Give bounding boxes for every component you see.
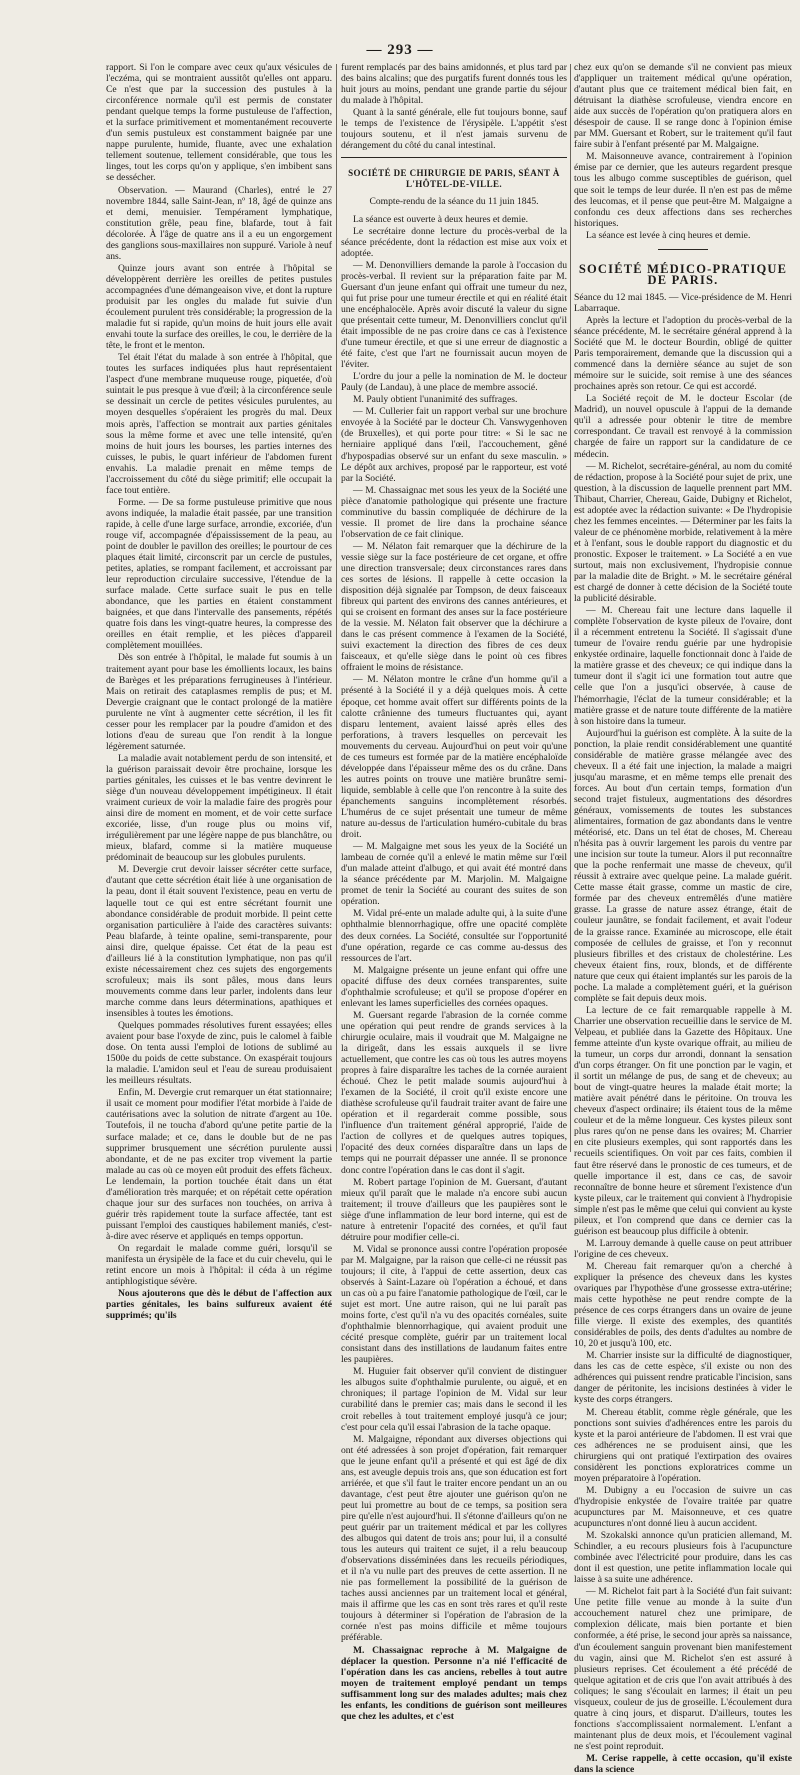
paragraph: — M. Chassaignac met sous les yeux de la Société une pièce d'anatomie pathologique qui présente une fracture comminutive du bassin compliquée de déchirure de la vessie. Il promet de lire dans la prochaine séance l'observation de ce fait clinique. (341, 484, 567, 540)
paragraph: Aujourd'hui la guérison est complète. À la suite de la ponction, la plaie rendit considérablement une quantité considérable de matière grasse mélangée avec des cheveux. Il a été fait une injection, la malade a maigri jusqu'au marasme, et en même temps elle prenait des forces. Au bout d'un certain temps, formation d'un second trajet fistuleux, augmentations des désordres généraux, vomissements de toutes les substances alimentaires, formation de gaz abondants dans le ventre météorisé, etc. Dans un tel état de choses, M. Chereau n'hésita pas à ouvrir largement les parois du ventre par une incision sur toute la tumeur. Alors il put reconnaître que la poche renfermait une masse de cheveux, qu'il réussit à extraire avec quelque peine. La malade guérit. Cette masse était grasse, comme un mastic de cire, formée par des cheveux entremêlés d'une matière grasse. La grasse de nature assez étrange, était de couleur jaunâtre, se fondait facilement, et avait l'odeur de la graisse rance. Examinée au microscope, elle était composée de cellules de graisse, et l'on y reconnut plusieurs fibrilles et des cristaux de cholestérine. Les cheveux étaient fins, roux, blonds, et de différente nature que ceux qui étaient implantés sur les parois de la poche. La malade a complètement guéri, et la guérison complète se fait depuis deux mois. (574, 727, 792, 1004)
paragraph: L'ordre du jour a pelle la nomination de M. le docteur Pauly (de Landau), à une place de membre associé. (341, 371, 567, 394)
paragraph: — M. Chereau fait une lecture dans laquelle il complète l'observation de kyste pileux de l'ovaire, dont il a récemment entretenu la Société. Il s'agissait d'une tumeur de l'ovaire rendu guérie par une hydropisie enkystée ordinaire, laquelle fonctionnait donc à l'aide de la matière grasse et des cheveux; ce qui indique dans la tumeur dont il s'agit ici une formation tout autre que celle que l'on a jusqu'ici observée, à cause de l'hémorrhagie, l'éclat de la tumeur considérable; et la matière grasse et de nature toute différente de la matière à son histoire dans la tumeur. (574, 605, 792, 727)
paragraph: M. Robert partage l'opinion de M. Guersant, d'autant mieux qu'il paraît que le malade n'a encore subi aucun traitement; il trouve d'ailleurs que les paupières sont le siège d'une inflammation de leur bord interne, qui est de nature à entretenir l'opacité des cornées, et qu'il faut détruire pour modifier celle-ci. (341, 1176, 567, 1243)
paragraph: chez eux qu'on se demande s'il ne convient pas mieux d'appliquer un traitement médical qu'une opération, d'autant plus que ce traitement médical bien fait, en détruisant la diathèse scrofuleuse, viendra encore en aide aux succès de l'opération qu'on pratiquera alors en désespoir de cause. Il se range donc à l'opinion émise par MM. Guersant et Robert, sur le traitement qu'il faut faire subir à l'enfant présenté par M. Malgaigne. (574, 62, 792, 151)
paragraph: La Société reçoit de M. le docteur Escolar (de Madrid), un nouvel opuscule à l'appui de la demande qu'il a adressée pour obtenir le titre de membre correspondant. Ce travail est renvoyé à la commission chargée de faire un rapport sur la candidature de ce médecin. (574, 393, 792, 460)
paragraph: Enfin, M. Devergie crut remarquer un état stationnaire; il usait ce moment pour modifier l'état morbide à l'aide de cautérisations avec la solution de nitrate d'argent au 10e. Toutefois, il ne toucha d'abord qu'une petite partie de la surface malade; et ce, dans le double but de ne pas supprimer brusquement une sécrétion purulente aussi abondante, et de ne pas exciter trop vivement la partie malade au cas où ce moyen eût produit des effets fâcheux. Le lendemain, la portion touchée était dans un état d'amélioration très marquée; et on répétait cette opération chaque jour sur des surfaces non touchées, on arriva à guérir très rapidement toute la surface affectée, tant est puissant l'emploi des caustiques habilement maniés, c'est-à-dire avec réserve et appliqués en temps opportun. (106, 1087, 332, 1242)
paragraph: Tel était l'état du malade à son entrée à l'hôpital, que toutes les surfaces indiquées plus haut représentaient l'aspect d'une membrane muqueuse rouge, piquetée, d'où suintait le pus presque à vue d'œil; à la circonférence seule se dessinait un cercle de petites vésicules purulentes, au moyen desquelles s'opéraient les progrès du mal. Deux mois après, l'affection se montrait aux parties génitales sous la même forme et avec une telle intensité, qu'en moins de huit jours les bourses, les parties internes des cuisses, le pubis, le quart inférieur de l'abdomen furent envahis. La maladie prenait en même temps de l'accroissement du côté du siège primitif; elle occupait la face tout entière. (106, 352, 332, 496)
paragraph: M. Szokalski annonce qu'un praticien allemand, M. Schindler, a eu recours plusieurs fois à l'acupuncture combinée avec l'électricité pour produire, dans les cas dont il est question, une petite inflammation locale qui laisse à sa suite une adhérence. (574, 1530, 792, 1586)
paragraph: M. Maisonneuve avance, contrairement à l'opinion émise par ce dernier, que les auteurs regardent presque tous les albugo comme susceptibles de guérison, quel que soit le temps de leur durée. Il n'en est pas de même des leucomas, et il pense que peut-être M. Malgaigne a confondu ces deux affections dans ses recherches historiques. (574, 151, 792, 229)
paragraph: Quant à la santé générale, elle fut toujours bonne, sauf le temps de l'existence de l'érysipèle. L'appétit s'est toujours soutenu, et il n'est jamais survenu de dérangement du côté du canal intestinal. (341, 107, 567, 152)
paragraph: M. Vidal pré-ente un malade adulte qui, à la suite d'une ophthalmie blennorrhagique, offre une opacité complète des deux cornées. La Société, consultée sur l'opportunité d'une opération, regarde ce cas comme au-dessus des ressources de l'art. (341, 908, 567, 964)
paragraph: M. Chereau fait remarquer qu'on a cherché à expliquer la présence des cheveux dans les kystes ovariques par l'hypothèse d'une grossesse extra-utérine; mais cette hypothèse ne peut rendre compte de la présence de ces corps étrangers dans un ovaire de jeune fille vierge. Il existe des exemples, des quantités considérables de poils, des dents d'adultes au nombre de 10, 20 et jusqu'à 100, etc. (574, 1260, 792, 1350)
paragraph: furent remplacés par des bains amidonnés, et plus tard par des bains alcalins; que des purgatifs furent donnés tous les huit jours au moins, pendant une grande partie du séjour du malade à l'hôpital. (341, 62, 567, 107)
paragraph: M. Larrouy demande à quelle cause on peut attribuer l'origine de ces cheveux. (574, 1237, 792, 1260)
paragraph: On regardait le malade comme guéri, lorsqu'il se manifesta un érysipèle de la face et du cuir chevelu, qui le retint encore un mois à l'hôpital: il céda à un régime antiphlogistique sévère. (106, 1242, 332, 1288)
paragraph: La séance est ouverte à deux heures et demie. (353, 213, 529, 225)
paragraph: rapport. Si l'on le compare avec ceux qu'aux vésicules de l'eczéma, qui se montraient aussitôt qu'elles ont apparu. Ce n'est que par la succession des pustules à la circonférence normale qu'il est permis de constater pendant quelque temps la forme pustuleuse de l'affection, et la surface primitivement et momentanément recouverte d'un semis pustuleux est constamment baignée par une nappe purulente, humide, fluante, avec une exhalation tellement soutenue, tellement considérable, que tous les linges, tout les corps qu'on y applique, s'en imbibent sans se dessécher. (106, 62, 332, 184)
paragraph: — M. Nélaton fait remarquer que la déchirure de la vessie siège sur la face postérieure de cet organe, et offre une direction transversale; deux circonstances rares dans ces sortes de lésions. Il rappelle à cette occasion la disposition déjà signalée par Tompson, de deux faisceaux fibreux qui partent des environs des cannes antérieures, et qui se croisent en formant des anses sur la face postérieure de la vessie. M. Nélaton fait observer que la déchirure a dans le cas présent commence à l'examen de la Société, suivi exactement la direction des fibres de ces deux faisceaux, et qu'elle siège dans le point où ces fibres offraient le moins de résistance. (341, 540, 567, 674)
paragraph: Observation. — Maurand (Charles), entré le 27 novembre 1844, salle Saint-Jean, nº 18, âgé de quinze ans et demi, menuisier. Tempérament lymphatique, constitution grêle, peau fine, blafarde, tout à fait décolorée. À l'âge de quatre ans il a eu un engorgement des ganglions sous-maxillaires non suppuré. Variole à neuf ans. (106, 184, 332, 262)
column-3 (574, 62, 792, 1775)
paragraph: M. Chereau établit, comme règle générale, que les ponctions sont suivies d'adhérences entre les parois du kyste et la paroi antérieure de l'abdomen. Il est vrai que ces adhérences ne se produisent ainsi, que les chirurgiens qui ont pratiqué l'extirpation des ovaires considèrent les ponctions exploratrices comme un moyen préparatoire à l'opération. (574, 1406, 792, 1484)
column-rule-left (336, 64, 337, 1152)
paragraph: La maladie avait notablement perdu de son intensité, et la guérison paraissait devoir être prochaine, lorsque les parties génitales, les cuisses et le bas ventre devinrent le siège d'un nouveau développement impétigineux. Il était vraiment curieux de voir la maladie faire des progrès pour ainsi dire de moment en moment, et de voir cette surface excoriée, lisse, d'un rouge plus ou moins vif, irrégulièrement par une légère nappe de pus blanchâtre, ou mieux, blafard, comme si la matière muqueuse prédominait de beaucoup sur les globules purulents. (106, 752, 332, 864)
paragraph: M. Huguier fait observer qu'il convient de distinguer les albugos suite d'ophthalmie purulente, ou aiguë, et en chroniques; il partage l'opinion de M. Vidal sur leur curabilité dans le premier cas; mais dans le second il les croit rebelles à tout traitement employé jusqu'à ce jour; c'est pour cela qu'il essai l'abrasion de la tache opaque. (341, 1366, 567, 1433)
paragraph: M. Malgaigne, répondant aux diverses objections qui ont été adressées à son projet d'opération, fait remarquer que le jeune enfant qu'il a présenté et qui est âgé de dix ans, est aveugle depuis trois ans, que son éducation est fort arriérée, et que s'il faut le traiter encore pendant un an ou davantage, c'est peut être ajouter une guérison qu'on ne peut lui promettre au bout de ce temps, sa position sera pire qu'elle n'est aujourd'hui. Il s'étonne d'ailleurs qu'on ne peut guérir par un traitement médical et par les collyres des albugos qui datent de trois ans; pour lui, il a consulté tous les auteurs qui traitent ce sujet, il a relu beaucoup d'observations disséminées dans les recueils périodiques, et il n'a vu nulle part des preuves de cette assertion. Il ne nie pas formellement la possibilité de la guérison de taches aussi anciennes par un traitement local et général, mais il affirme que les cas en sont très rares et qu'il reste toujours à déterminer si l'opération de l'abrasion de la cornée n'est pas moins difficile et même toujours préférable. (341, 1433, 567, 1644)
paragraph: La lecture de ce fait remarquable rappelle à M. Charrier une observation recueillie dans le service de M. Velpeau, et publiée dans la Gazette des Hôpitaux. Une femme atteinte d'un kyste ovarique offrait, au milieu de la tumeur, un corps dur arrondi, donnant la sensation d'un corps étranger. On fit une ponction par le vagin, et il sortit un mélange de pus, de sang et de cheveux; au bout de vingt-quatre heures la malade était morte; la matière avait pénétré dans le péritoine. On trouva les cheveux d'aspect ordinaire; ils étaient tous de la même couleur et de la même longueur. Ces kystes pileux sont plus rares qu'on ne pense dans les ovaires; M. Charrier en cite plusieurs exemples, qui sont rapportés dans les recueils scientifiques. On voit par ces faits, combien il faut être réservé dans le pronostic de ces tumeurs, et de quelle importance il est, dans ce cas, de savoir reconnaître de bonne heure et sûrement l'existence d'un kyste pileux, car le traitement qui convient à l'hydropisie simple n'est pas le même que celui qui convient au kyste pileux, et l'on comprend que dans ce dernier cas la guérison est beaucoup plus difficile à obtenir. (574, 1004, 792, 1237)
paragraph: Nous ajouterons que dès le début de l'affection aux parties génitales, les bains sulfureux avaient été supprimés; qu'ils (106, 1288, 332, 1322)
paragraph: M. Chassaignac reproche à M. Malgaigne de déplacer la question. Personne n'a nié l'efficacité de l'opération dans les cas anciens, rebelles à tout autre moyen de traitement employé pendant un temps suffisamment long sur des malades adultes; mais chez les enfants, les conditions de guérison sont meilleures que chez les adultes, et c'est (341, 1644, 567, 1722)
paragraph: Après la lecture et l'adoption du procès-verbal de la séance précédente, M. le secrétaire général apprend à la Société que M. le docteur Bourdin, obligé de quitter Paris temporairement, demande que la discussion qui a commencé dans la dernière séance au sujet de son mémoire sur le suicide, soit remise à une des séances prochaines après son retour. Ce qui est accordé. (574, 314, 792, 393)
paragraph: M. Guersant regarde l'abrasion de la cornée comme une opération qui peut rendre de grands services à la chirurgie oculaire, mais il voudrait que M. Malgaigne ne la dirigeât, dans les essais auxquels il se livre actuellement, que contre les cas où tous les autres moyens propres à faire disparaître les taches de la cornée auraient échoué. Chez le petit malade soumis aujourd'hui à l'examen de la Société, il croit qu'il existe encore une diathèse scrofuleuse qu'il faudrait traiter avant de faire une opération et il regarderait comme possible, sous l'influence d'un traitement général approprié, l'aide de l'action de collyres et de quelques autres topiques, l'opacité des deux cornées disparaître dans un laps de temps qui ne pourrait dépasser une année. Il se prononce donc contre l'opération dans le cas dont il s'agit. (341, 1009, 567, 1176)
section-divider (658, 249, 708, 250)
paragraph: — M. Denonvilliers demande la parole à l'occasion du procès-verbal. Il revient sur la préparation faite par M. Guersant d'un jeune enfant qui offrait une tumeur du nez, qui fut prise pour une tumeur érectile et qui en réalité était une encéphalocèle. Après avoir discuté la valeur du signe que présentait cette tumeur, M. Denonvilliers conclut qu'il était impossible de ne pas croire dans ce cas à l'existence d'une tumeur érectile, et que si une erreur de diagnostic a été faite, c'est que l'art ne fournissait aucun moyen de l'éviter. (341, 259, 567, 371)
column-2 (341, 62, 567, 1722)
paragraph: — M. Malgaigne met sous les yeux de la Société un lambeau de cornée qu'il a enlevé le matin même sur l'œil d'un malade atteint d'albugo, et qui avait été montré dans la séance précédente par M. Marjolin. M. Malgaigne promet de tenir la Société au courant des suites de son opération. (341, 841, 567, 908)
paragraph: M. Devergie crut devoir laisser sécréter cette surface, d'autant que cette sécrétion était liée à une organisation de la peau, dont il était souvent l'existence, peau en vertu de laquelle tout ce qui est entre sécrétant fournit une abondance considérable de produit morbide. Il peint cette organisation particulière à l'aide des caractères suivants: Peau blafarde, à teinte opaline, semi-transparente, pour ainsi dire, quelque épaisse. Cet état de la peau est d'ailleurs lié à la constitution lymphatique, non pas qu'il existe nécessairement chez ces sujets des engorgements scrofuleux; mais ils sont pâles, mous dans leurs mouvements comme dans leur parler, indolents dans leur marche comme dans leurs déterminations, apathiques et insensibles à toutes les émotions. (106, 864, 332, 1019)
paragraph: M. Pauly obtient l'unanimité des suffrages. (353, 394, 518, 406)
column-rule-right (570, 64, 571, 1152)
paragraph: — M. Nélaton montre le crâne d'un homme qu'il a présenté à la Société il y a déjà quelques mois. À cette époque, cet homme avait offert sur différents points de la calotte crânienne des tumeurs fluctuantes qui, ayant disparu lentement, avaient laissé après elles des perforations, à travers lesquelles on percevait les mouvements du cerveau. Aujourd'hui on peut voir qu'une de ces tumeurs est formée par de la matière encéphaloïde développée dans l'épaisseur même des os du crâne. Dans les autres points on trouve une matière brunâtre semi-liquide, semblable à celle que l'on rencontre à la suite des épanchements sanguins incomplètement résorbés. L'humérus de ce sujet présentait une tumeur de même nature au-dessus de l'articulation huméro-cubitale du bras droit. (341, 674, 567, 841)
paragraph: Forme. — De sa forme pustuleuse primitive que nous avons indiquée, la maladie était passée, par une transition rapide, à celle d'une large surface, arrondie, excoriée, d'un rouge vif, accompagnée d'épaississement de la peau, au point de doubler le pavillon des oreilles; le pourtour de ces plaques était limité, circonscrit par un cercle de pustules, petites, aplaties, se rompant facilement, et accroissant par leur reproduction circulaire successive, l'étendue de la surface malade. Cette surface suait le pus en telle abondance, que les parties en étaient constamment baignées, et que dans l'intervalle des pansements, répétés quatre fois dans les vingt-quatre heures, la compresse des oreilles en était remplie, et les pièces d'appareil complètement mouillées. (106, 496, 332, 652)
paragraph: M. Charrier insiste sur la difficulté de diagnostiquer, dans les cas de cette espèce, s'il existe ou non des adhérences qui puissent rendre praticable l'incision, sans danger de péritonite, les incisions destinées à vider le kyste des corps étrangers. (574, 1350, 792, 1406)
paragraph: Le secrétaire donne lecture du procès-verbal de la séance précédente, dont la rédaction est mise aux voix et adoptée. (341, 225, 567, 259)
paragraph: — M. Cullerier fait un rapport verbal sur une brochure envoyée à la Société par le docteur Ch. Vanswygenhoven (de Bruxelles), et qui porte pour titre: « Si le sac ne herniaire appliqué dans l'œil, l'accouchement, gêné d'hypospadias observé sur un enfant du sexe masculin. » Le dépôt aux archives, proposé par le rapporteur, est voté par la Société. (341, 406, 567, 484)
paragraph: M. Vidal se prononce aussi contre l'opération proposée par M. Malgaigne, par la raison que celle-ci ne réussit pas toujours; il cite, à l'appui de cette assertion, deux cas observés à Saint-Lazare où l'opération a échoué, et dans un cas où a pu faire l'anatomie pathologique de l'œil, car le sujet est mort. Une autre raison, qui ne lui paraît pas moins forte, c'est qu'il n'a vu des opacités cornéales, suite d'ophthalmie blennorrhagique, qui avaient produit une cécité presque complète, guérir par un traitement local consistant dans des instillations de laudanum faites entre les paupières. (341, 1243, 567, 1366)
session-line: Séance du 12 mai 1845. — Vice-présidence de M. Henri Labarraque. (574, 291, 792, 314)
paragraph: La séance est levée à cinq heures et demie. (586, 229, 751, 241)
paragraph: Quinze jours avant son entrée à l'hôpital se développèrent derrière les oreilles de petites pustules accompagnées d'une démangeaison vive, et dont la rupture produisit par les ongles du malade fut suivie d'un écoulement purulent très considérable; la progression de la maladie fut si rapide, qu'un moins de huit jours elle avait envahi toute la surface des oreilles, le cou, le derrière de la tête, le front et le menton. (106, 262, 332, 352)
paragraph: — M. Richelot fait part à la Société d'un fait suivant: Une petite fille venue au monde à la suite d'un accouchement naturel chez une primipare, de complexion délicate, mais bien portante et bien conformée, a été prise, le second jour après sa naissance, d'un écoulement sanguin provenant bien manifestement du vagin, ainsi que M. Richelot s'en est assuré à plusieurs reprises. Cet écoulement a été précédé de quelque agitation et de cris que l'on avait attribués à des coliques; le sang s'écoulait en larmes; il était un peu visqueux, couleur de jus de groseille. L'écoulement dura quatre à cinq jours, et disparut. D'ailleurs, toutes les fonctions s'accomplissaient normalement. L'enfant a maintenant plus de deux mois, et l'écoulement vaginal ne s'est point reproduit. (574, 1586, 792, 1752)
section-heading: SOCIÉTÉ MÉDICO-PRATIQUE DE PARIS. (578, 261, 788, 287)
section-divider (341, 157, 567, 158)
paragraph: Quelques pommades résolutives furent essayées; elles avaient pour base l'oxyde de zinc, puis le calomel à faible dose. On tenta aussi l'emploi de lotions de sublimé au 1500e du poids de cette substance. On exaspérait toujours la maladie. L'amidon seul et l'eau de sureau produisaient les meilleurs résultats. (106, 1020, 332, 1087)
paragraph: M. Dubigny a eu l'occasion de suivre un cas d'hydropisie enkystée de l'ovaire traitée par quatre acupunctures par M. Maisonneuve, et ces quatre acupunctures n'ont donné lieu à aucun accident. (574, 1484, 792, 1529)
column-1 (106, 62, 332, 1322)
section-subheading: Compte-rendu de la séance du 11 juin 1845. (369, 196, 539, 208)
paragraph: M. Cerise rappelle, à cette occasion, qu'il existe dans la science (574, 1752, 792, 1775)
section-heading: SOCIÉTÉ DE CHIRURGIE DE PARIS, SÉANT À L'HÔTEL-DE-VILLE. (348, 168, 560, 190)
paragraph: Dès son entrée à l'hôpital, le malade fut soumis à un traitement ayant pour base les émollients locaux, les bains de Barèges et les préparations ferrugineuses à l'intérieur. Mais on retirait des cataplasmes remplis de pus; et M. Devergie craignant que le contact prolongé de la matière purulente ne vînt à augmenter cette sécrétion, il les fit cesser pour les remplacer par la poudre d'amidon et des lotions d'eau de sureau que l'on rendit à la longue légèrement saturnée. (106, 652, 332, 752)
page-number: — 293 — (366, 42, 434, 58)
paragraph: — M. Richelot, secrétaire-général, au nom du comité de rédaction, propose à la Société pour sujet de prix, une question, à la discussion de laquelle prennent part MM. Thibaut, Charrier, Chereau, Gaide, Dubigny et Richelot, est adoptée avec la rédaction suivante: « De l'hydropisie chez les femmes enceintes. — Déterminer par les faits la valeur de ce phénomène morbide, relativement à la mère et à l'enfant, sous le double rapport du diagnostic et du pronostic. Exposer le traitement. » La Société a en vue surtout, mais non exclusivement, l'hydropisie connue par la maladie dite de Bright. » M. le secrétaire général est chargé de donner à cette décision de la Société toute la publicité désirable. (574, 460, 792, 605)
paragraph: M. Malgaigne présente un jeune enfant qui offre une opacité diffuse des deux cornées transparentes, suite d'ophthalmie scrofuleuse; et qu'il se propose d'opérer en enlevant les lames superficielles des cornées opaques. (341, 964, 567, 1009)
